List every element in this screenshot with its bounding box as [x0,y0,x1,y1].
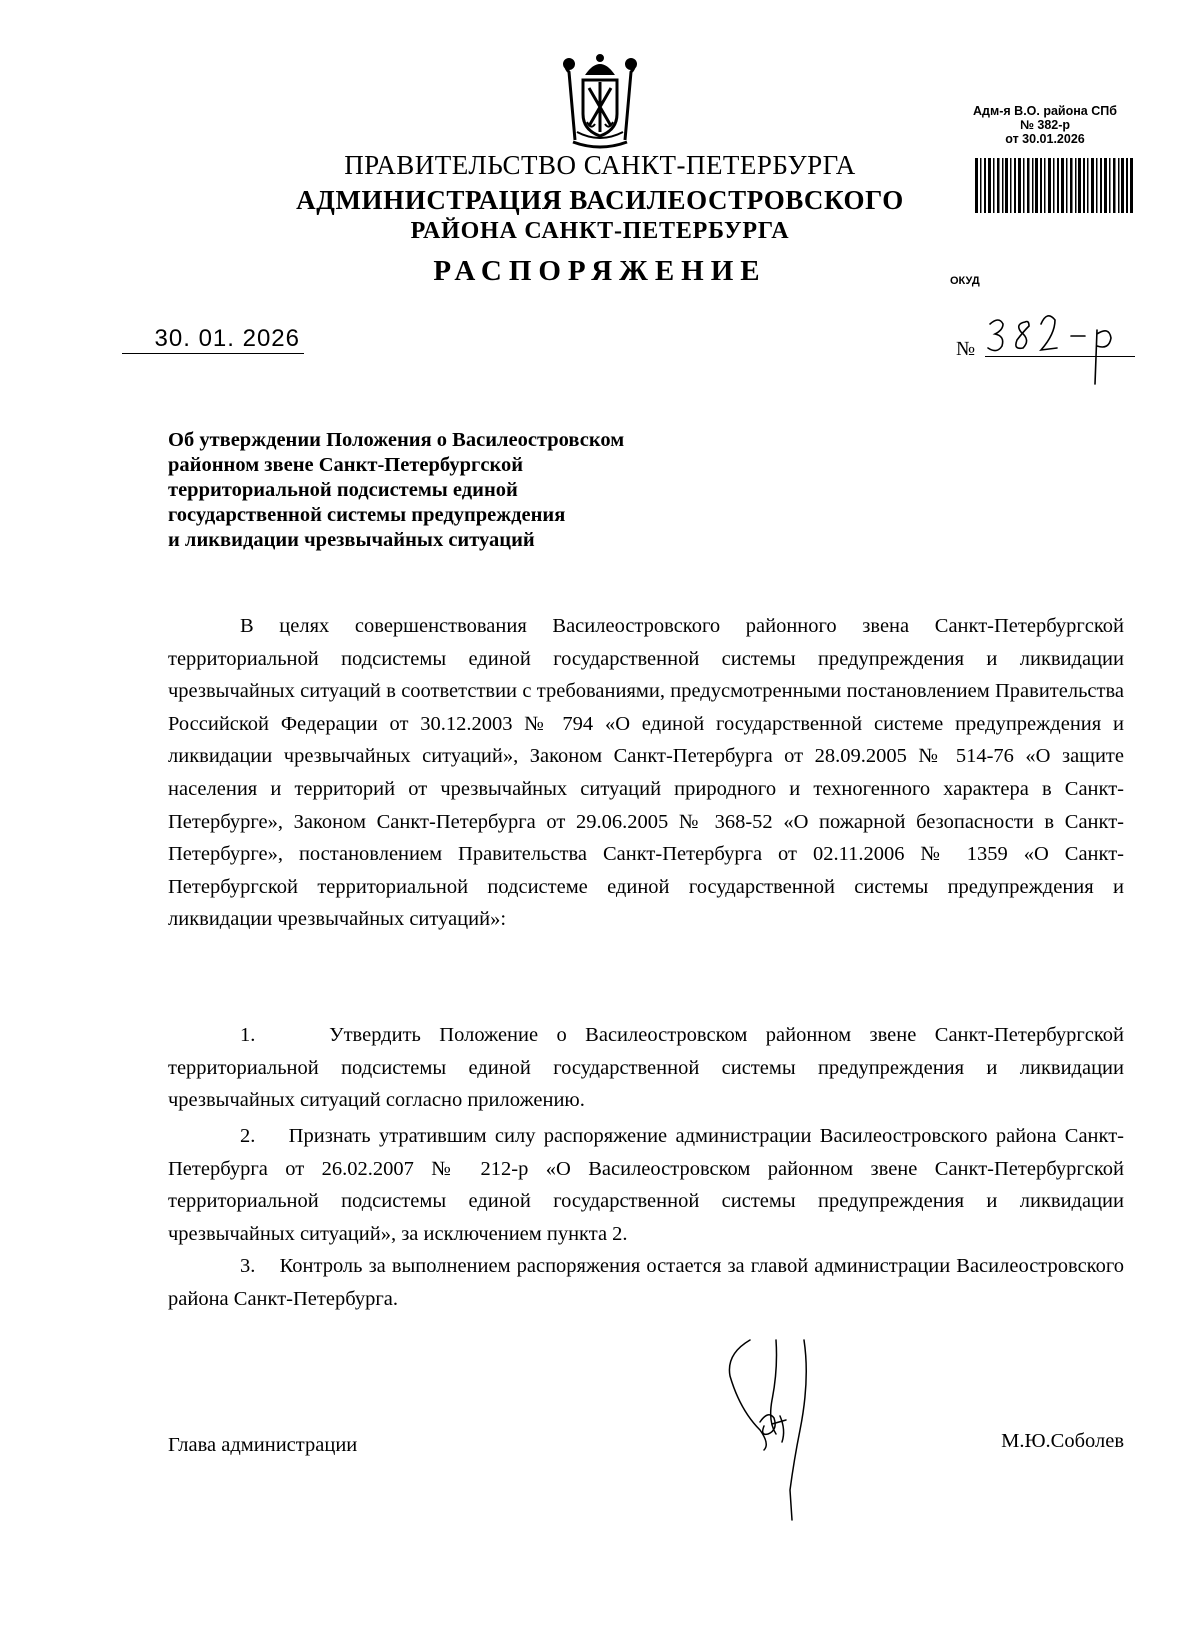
government-title: ПРАВИТЕЛЬСТВО САНКТ-ПЕТЕРБУРГА [344,150,856,180]
number-sign: № [956,338,976,360]
order-item [168,1120,1124,1250]
signatory-position: Глава администрации [168,1434,358,1456]
registration-stamp [950,104,1140,146]
preamble-text: В целях совершенствования Василеостровского районного звена Санкт-Петербургской территориальной подсистемы единой государственной системы предупреждения и ликвидации чрезвычайных ситуаций в соответствии с требованиями, предусмотренными постановлением Правительства Российской Федерации от 30.12.2003 № 794 «О единой государственной системе предупреждения и ликвидации чрезвычайных ситуаций», Законом Санкт-Петербурга от 28.09.2005 № 514-76 «О защите населения и территорий от чрезвычайных ситуаций природного и техногенного характера в Санкт-Петербурге», Законом Санкт-Петербурга от 29.06.2005 № 368-52 «О пожарной безопасности в Санкт-Петербурге», постановлением Правительства Санкт-Петербурга от 02.11.2006 № 1359 «О Санкт-Петербургской территориальной подсистеме единой государственной системы предупреждения и ликвидации чрезвычайных ситуаций»: [168,615,1124,931]
order-item [168,1250,1124,1315]
item-number: 3. [240,1255,256,1277]
order-item [168,1019,1124,1117]
subject-line: территориальной подсистемы единой [168,479,518,501]
subject-line: Об утверждении Положения о Василеостровском [168,429,625,451]
subject-line: государственной системы предупреждения [168,504,566,526]
handwritten-number [985,306,1145,386]
handwritten-signature [720,1330,830,1530]
administration-title-line2: РАЙОНА САНКТ-ПЕТЕРБУРГА [410,218,790,244]
document-date: 30. 01. 2026 [122,325,304,354]
document-subject [168,428,728,553]
item-number: 2. [240,1125,256,1147]
item-text: Утвердить Положение о Василеостровском районном звене Санкт-Петербургской территориальной подсистемы единой государственной системы предупреждения и ликвидации чрезвычайных ситуаций согласно приложению. [168,1024,1124,1112]
item-text: Контроль за выполнением распоряжения остается за главой администрации Василеостровского района Санкт-Петербурга. [168,1255,1124,1310]
item-text: Признать утратившим силу распоряжение администрации Василеостровского района Санкт-Петербурга от 26.02.2007 № 212-р «О Василеостровском районном звене Санкт-Петербургской территориальной подсистемы единой государственной системы предупреждения и ликвидации чрезвычайных ситуаций», за исключением пункта 2. [168,1125,1124,1245]
administration-title-line1: АДМИНИСТРАЦИЯ ВАСИЛЕОСТРОВСКОГО [296,185,904,215]
item-number: 1. [240,1024,256,1046]
stamp-organization: Адм-я В.О. района СПб [973,104,1117,118]
barcode-icon [975,158,1135,213]
subject-line: районном звене Санкт-Петербургской [168,454,524,476]
signatory-name: М.Ю.Соболев [1001,1430,1124,1452]
stamp-number: № 382-р [1019,118,1071,132]
subject-line: и ликвидации чрезвычайных ситуаций [168,529,535,551]
coat-of-arms-icon [555,52,645,152]
document-type-title: РАСПОРЯЖЕНИЕ [433,255,767,287]
stamp-date: от 30.01.2026 [1005,132,1085,146]
okud-label: ОКУД [950,275,980,287]
preamble-paragraph [168,610,1124,936]
